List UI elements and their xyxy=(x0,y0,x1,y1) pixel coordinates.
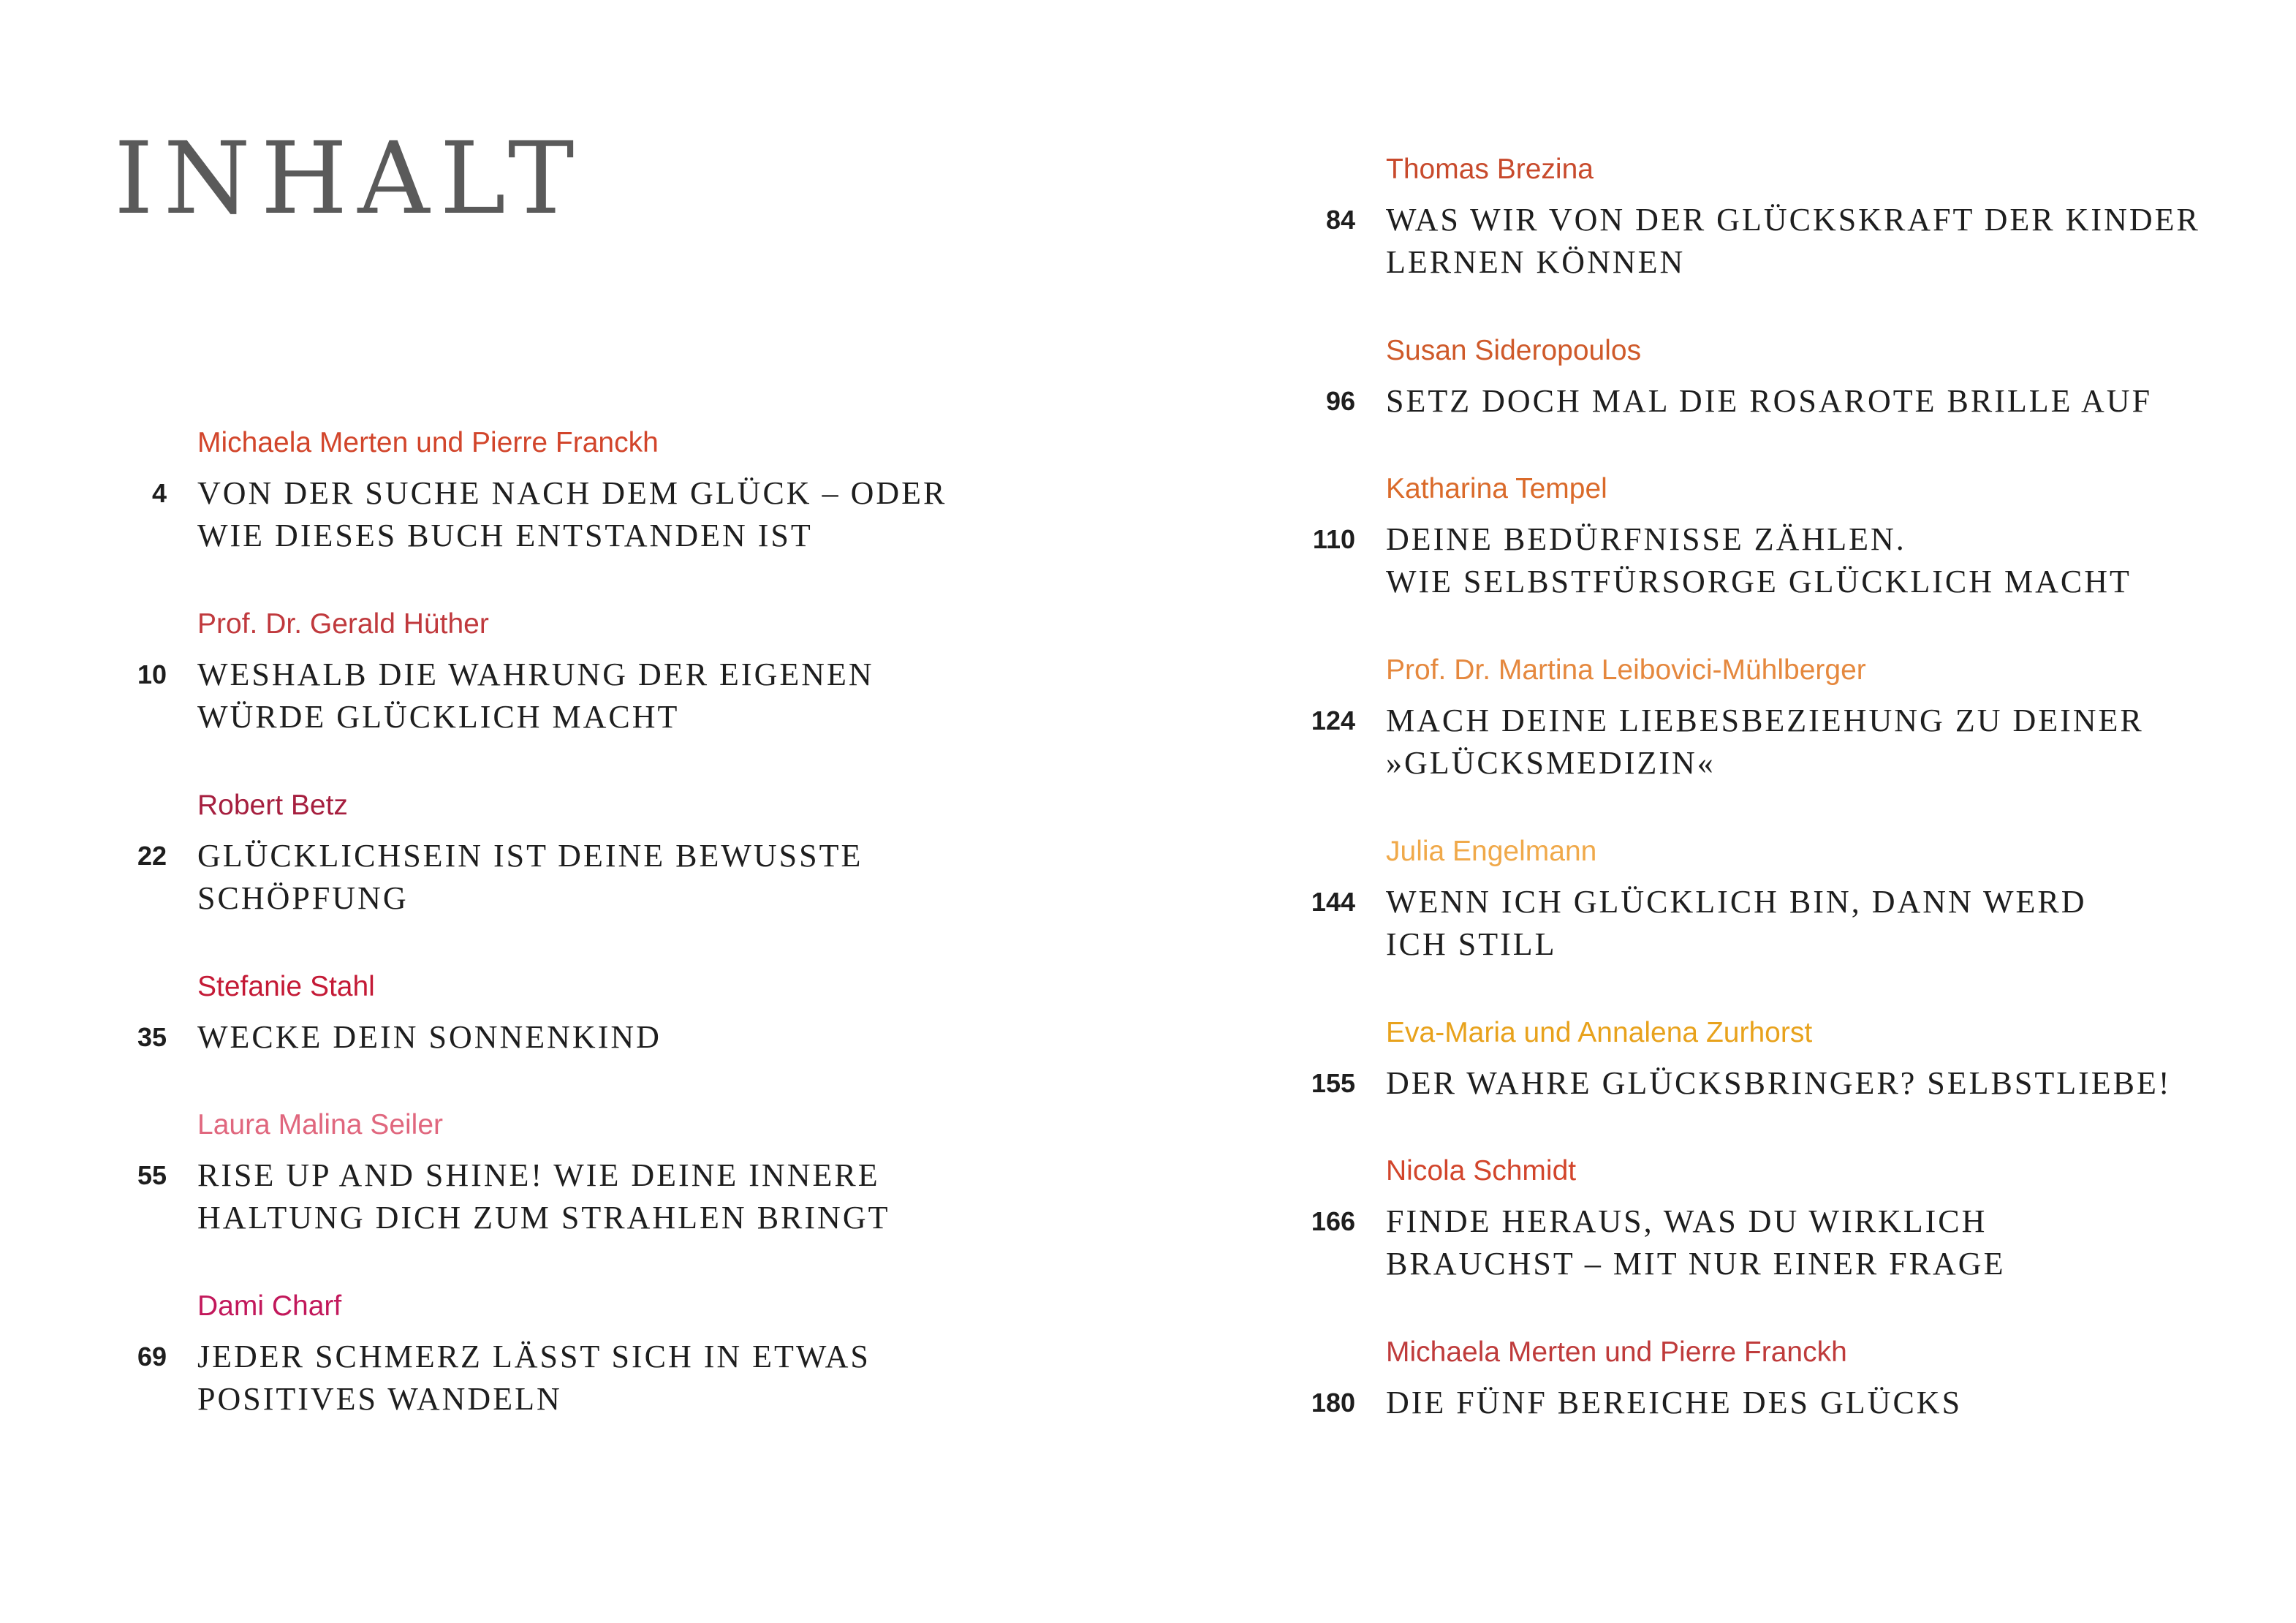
toc-entry-page-number: 144 xyxy=(1311,887,1355,917)
toc-entry[interactable] xyxy=(117,424,1067,605)
toc-entry-title-line: GLÜCKLICHSEIN IST DEINE BEWUSSTE xyxy=(197,838,863,874)
toc-entry-title-line: WESHALB DIE WAHRUNG DER EIGENEN xyxy=(197,657,874,692)
toc-entry-page-number: 110 xyxy=(1312,524,1355,554)
toc-entry-title-line: »GLÜCKSMEDIZIN« xyxy=(1386,745,1716,781)
toc-entry[interactable] xyxy=(1306,151,2256,332)
toc-entry-page-number: 155 xyxy=(1311,1068,1355,1098)
toc-entry[interactable] xyxy=(117,1287,1067,1469)
toc-entry-title-line: WIE SELBSTFÜRSORGE GLÜCKLICH MACHT xyxy=(1386,564,2132,599)
toc-entry-title-line: FINDE HERAUS, WAS DU WIRKLICH xyxy=(1386,1203,1988,1239)
toc-entry-page-number: 166 xyxy=(1311,1206,1355,1236)
toc-entry[interactable] xyxy=(1306,332,2256,470)
toc-entry-title-line: WENN ICH GLÜCKLICH BIN, DANN WERD xyxy=(1386,884,2087,920)
toc-entry-author: Prof. Dr. Gerald Hüther xyxy=(197,608,489,640)
toc-entry-page-number: 96 xyxy=(1325,386,1355,416)
toc-entry-title-line: WAS WIR VON DER GLÜCKSKRAFT DER KINDER xyxy=(1386,202,2200,238)
toc-entry-page-number: 55 xyxy=(137,1160,167,1190)
toc-left-column xyxy=(117,424,1067,1469)
toc-entry-title xyxy=(1386,881,2256,966)
toc-entry-title xyxy=(197,1016,1067,1059)
toc-entry-title-line: DEINE BEDÜRFNISSE ZÄHLEN. xyxy=(1386,521,1906,557)
toc-entry[interactable] xyxy=(1306,651,2256,833)
toc-entry-author: Prof. Dr. Martina Leibovici-Mühlberger xyxy=(1386,654,1866,686)
toc-entry-title-line: WECKE DEIN SONNENKIND xyxy=(197,1019,662,1055)
toc-entry-title xyxy=(197,835,1067,920)
toc-entry[interactable] xyxy=(117,1106,1067,1287)
toc-entry-page-number: 22 xyxy=(137,841,167,871)
toc-entry-page-number: 35 xyxy=(137,1022,167,1052)
toc-entry-page-number: 124 xyxy=(1311,705,1355,735)
toc-entry-page-number: 84 xyxy=(1325,205,1355,235)
toc-entry-title xyxy=(1386,380,2256,423)
toc-entry-title xyxy=(197,654,1067,738)
toc-entry-title-line: BRAUCHST – MIT NUR EINER FRAGE xyxy=(1386,1246,2006,1282)
toc-entry-title xyxy=(1386,199,2256,284)
toc-entry[interactable] xyxy=(1306,1333,2256,1472)
toc-entry[interactable] xyxy=(1306,1152,2256,1333)
toc-entry-author: Susan Sideropoulos xyxy=(1386,335,1642,366)
toc-entry-author: Eva-Maria und Annalena Zurhorst xyxy=(1386,1017,1813,1048)
toc-entry-title xyxy=(1386,1382,2256,1424)
toc-entry[interactable] xyxy=(1306,470,2256,651)
toc-entry-title xyxy=(1386,1200,2256,1285)
toc-entry-author: Dami Charf xyxy=(197,1290,342,1322)
toc-entry-author: Thomas Brezina xyxy=(1386,154,1594,185)
toc-entry[interactable] xyxy=(117,605,1067,787)
toc-entry-title xyxy=(197,1154,1067,1239)
toc-entry-title-line: DER WAHRE GLÜCKSBRINGER? SELBSTLIEBE! xyxy=(1386,1065,2172,1101)
toc-entry-title-line: SCHÖPFUNG xyxy=(197,880,409,916)
toc-entry[interactable] xyxy=(117,968,1067,1106)
toc-entry-page-number: 4 xyxy=(151,478,167,508)
toc-entry-title-line: RISE UP AND SHINE! WIE DEINE INNERE xyxy=(197,1157,880,1193)
toc-entry-author: Laura Malina Seiler xyxy=(197,1109,444,1140)
toc-entry-title-line: VON DER SUCHE NACH DEM GLÜCK – ODER xyxy=(197,475,947,511)
toc-entry-author: Stefanie Stahl xyxy=(197,971,375,1002)
toc-entry-title-line: SETZ DOCH MAL DIE ROSAROTE BRILLE AUF xyxy=(1386,383,2153,419)
toc-entry-title-line: POSITIVES WANDELN xyxy=(197,1381,562,1417)
toc-entry-title xyxy=(197,472,1067,557)
toc-entry-page-number: 69 xyxy=(137,1342,167,1372)
toc-entry-author: Nicola Schmidt xyxy=(1386,1155,1577,1187)
toc-entry-title-line: LERNEN KÖNNEN xyxy=(1386,244,1686,280)
toc-entry-page-number: 10 xyxy=(137,659,167,689)
toc-entry-title xyxy=(1386,700,2256,784)
toc-entry-title xyxy=(197,1336,1067,1420)
toc-entry-author: Julia Engelmann xyxy=(1386,836,1597,867)
toc-entry-title xyxy=(1386,1062,2256,1105)
toc-entry-title-line: ICH STILL xyxy=(1386,926,1557,962)
toc-entry-author: Robert Betz xyxy=(197,790,348,821)
toc-entry[interactable] xyxy=(1306,1014,2256,1152)
toc-entry-page-number: 180 xyxy=(1311,1388,1355,1418)
toc-entry-author: Michaela Merten und Pierre Franckh xyxy=(1386,1336,1847,1368)
toc-entry-title-line: MACH DEINE LIEBESBEZIEHUNG ZU DEINER xyxy=(1386,703,2144,738)
toc-entry-author: Katharina Tempel xyxy=(1386,473,1607,504)
toc-entry-title xyxy=(1386,518,2256,603)
toc-entry-title-line: DIE FÜNF BEREICHE DES GLÜCKS xyxy=(1386,1385,1963,1420)
page-title: INHALT xyxy=(114,121,585,237)
toc-entry[interactable] xyxy=(1306,833,2256,1014)
toc-entry[interactable] xyxy=(117,787,1067,968)
toc-entry-title-line: HALTUNG DICH ZUM STRAHLEN BRINGT xyxy=(197,1200,890,1236)
toc-entry-title-line: WIE DIESES BUCH ENTSTANDEN IST xyxy=(197,518,813,553)
toc-entry-author: Michaela Merten und Pierre Franckh xyxy=(197,427,659,458)
toc-entry-title-line: WÜRDE GLÜCKLICH MACHT xyxy=(197,699,680,735)
toc-entry-title-line: JEDER SCHMERZ LÄSST SICH IN ETWAS xyxy=(197,1339,871,1374)
toc-right-column xyxy=(1306,151,2256,1472)
